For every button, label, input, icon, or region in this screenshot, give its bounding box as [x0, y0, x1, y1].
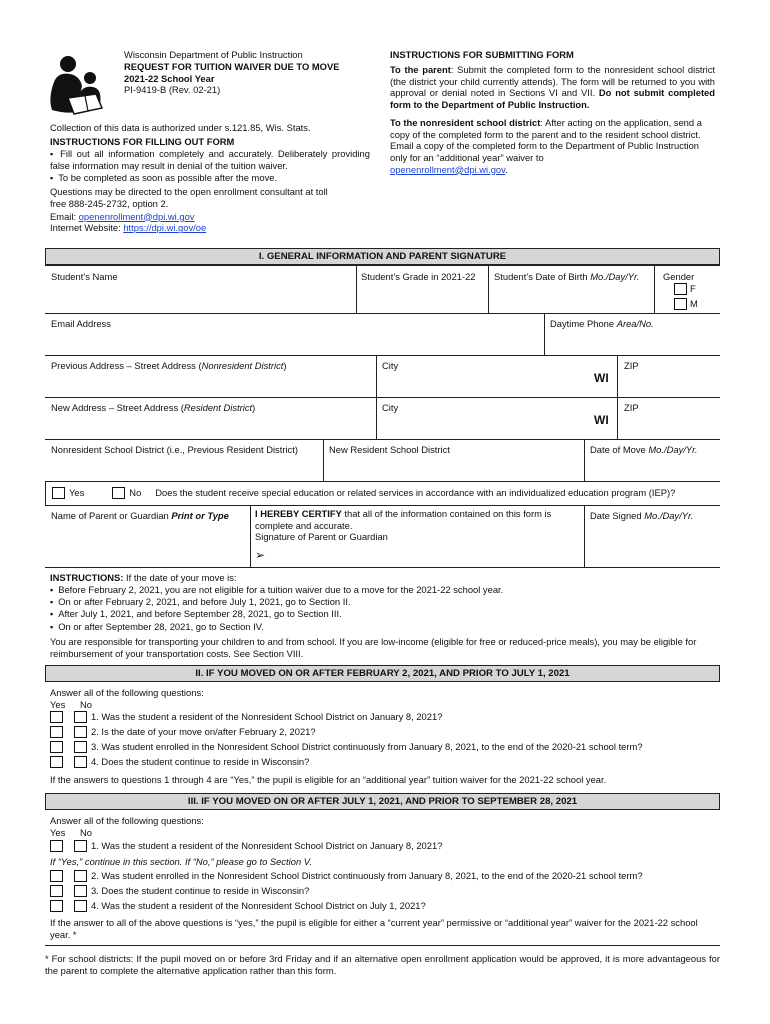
move-instruction-item: ▪ On or after September 28, 2021, go to Section IV. — [50, 621, 720, 633]
new-zip-field[interactable] — [618, 414, 719, 438]
gender-f-checkbox[interactable] — [674, 283, 687, 295]
s2-q1-yes-checkbox[interactable] — [50, 711, 63, 723]
nonresident-district-field[interactable] — [46, 456, 322, 480]
section-3-answer-all: Answer all of the following questions: — [50, 815, 204, 826]
s3-question-2: 2. Was student enrolled in the Nonresident School District continuously from January 8, 2021, to the end of the 2020-21 school term? — [91, 870, 643, 882]
new-city-label: City — [382, 402, 399, 413]
s3-question-1: 1. Was the student a resident of the Nonresident School District on January 8, 2021? — [91, 840, 443, 852]
date-of-move-label: Date of Move Mo./Day/Yr. — [590, 444, 698, 455]
footnote: * For school districts: If the pupil moved on or before 3rd Friday and if an alternative open enrollment application would be approved, it is more advantageous for the parent to complete the alternative application rather than this form. — [45, 953, 720, 976]
email-label: Email: — [50, 210, 77, 222]
contact-email-link[interactable]: openenrollment@dpi.wi.gov — [78, 210, 195, 222]
prev-zip-label: ZIP — [624, 360, 639, 371]
student-grade-field[interactable] — [357, 282, 487, 312]
date-signed-label: Date Signed Mo./Day/Yr. — [590, 510, 694, 521]
s3-q3-yes-checkbox[interactable] — [50, 885, 63, 897]
form-title: REQUEST FOR TUITION WAIVER DUE TO MOVE — [124, 60, 340, 72]
s3-q2-no-checkbox[interactable] — [74, 870, 87, 882]
move-instructions-list — [50, 584, 720, 633]
section-2-yes-header: Yes — [50, 699, 66, 710]
s2-q4-yes-checkbox[interactable] — [50, 756, 63, 768]
section-1-header: I. GENERAL INFORMATION AND PARENT SIGNATURE — [45, 248, 720, 265]
s2-q3-yes-checkbox[interactable] — [50, 741, 63, 753]
certify-statement: I HEREBY CERTIFY that all of the information contained on this form is complete and accurate. — [255, 508, 552, 531]
transport-note: You are responsible for transporting your children to and from school. If you are low-income (eligible for free or reduced-price meals), you may be eligible for reimbursement of your transportation costs. See Section VIII. — [50, 635, 697, 659]
section-2-result: If the answers to questions 1 through 4 are “Yes,” the pupil is eligible for an “additional year” tuition waiver for the 2021-22 school year. — [50, 774, 607, 785]
student-name-label: Student’s Name — [51, 271, 118, 282]
section-3-no-header: No — [80, 827, 92, 838]
school-year: 2021-22 School Year — [124, 72, 215, 84]
gender-f-label: F — [690, 283, 696, 295]
iep-question: Does the student receive special education or related services in accordance with an individualized education program (IEP)? — [155, 487, 676, 499]
new-resident-district-label: New Resident School District — [329, 444, 450, 455]
collection-note: Collection of this data is authorized under s.121.85, Wis. Stats. — [50, 122, 311, 133]
move-instruction-item: ▪ On or after February 2, 2021, and before July 1, 2021, go to Section II. — [50, 596, 720, 608]
student-name-field[interactable] — [46, 282, 355, 312]
website-label: Internet Website: — [50, 222, 121, 234]
section-3-yes-header: Yes — [50, 827, 66, 838]
s3-question-3: 3. Does the student continue to reside in Wisconsin? — [91, 885, 310, 897]
daytime-phone-label: Daytime Phone Area/No. — [550, 318, 654, 329]
section-2-no-header: No — [80, 699, 92, 710]
date-signed-field[interactable] — [585, 522, 719, 566]
district-email-link[interactable]: openenrollment@dpi.wi.gov — [390, 163, 506, 175]
student-grade-label: Student’s Grade in 2021-22 — [361, 271, 476, 282]
prev-address-label: Previous Address – Street Address (Nonresident District) — [51, 360, 287, 371]
s3-q4-no-checkbox[interactable] — [74, 900, 87, 912]
s3-q1-yes-checkbox[interactable] — [50, 840, 63, 852]
nonresident-district-label: Nonresident School District (i.e., Previous Resident District) — [51, 444, 298, 455]
new-resident-district-field[interactable] — [324, 456, 583, 480]
prev-zip-field[interactable] — [618, 372, 719, 396]
district-instructions: To the nonresident school district: After acting on the application, send a copy of the completed form to the parent and to the resident school district. Email a copy of the completed form to the Department of Public Instruction only for an “additional year” waiver to openenrollment@dpi.wi.gov. — [390, 116, 702, 175]
signature-label: Signature of Parent or Guardian — [255, 531, 388, 542]
iep-no-checkbox[interactable] — [112, 487, 125, 499]
website-link[interactable]: https://dpi.wi.gov/oe — [123, 222, 207, 234]
form-number: PI-9419-B (Rev. 02-21) — [124, 84, 221, 96]
s3-q1-no-checkbox[interactable] — [74, 840, 87, 852]
move-instruction-item: ▪ Before February 2, 2021, you are not eligible for a tuition waiver due to a move for the 2021-22 school year. — [50, 584, 720, 596]
s3-if-yes-note: If “Yes,” continue in this section. If “No,” please go to Section V. — [50, 856, 312, 867]
new-address-label: New Address – Street Address (Resident District) — [51, 402, 256, 413]
gender-m-checkbox[interactable] — [674, 298, 687, 310]
prev-state-label: WI — [594, 371, 609, 385]
s3-q3-no-checkbox[interactable] — [74, 885, 87, 897]
fill-instructions-heading: INSTRUCTIONS FOR FILLING OUT FORM — [50, 136, 235, 147]
dob-label: Student’s Date of Birth Mo./Day/Yr. — [494, 271, 640, 282]
s3-q4-yes-checkbox[interactable] — [50, 900, 63, 912]
s3-question-4: 4. Was the student a resident of the Nonresident School District on July 1, 2021? — [91, 900, 426, 912]
s2-question-3: 3. Was student enrolled in the Nonresident School District continuously from January 8, 2021, to the end of the 2020-21 school term? — [91, 741, 643, 753]
move-instruction-item: ▪ After July 1, 2021, and before September 28, 2021, go to Section III. — [50, 608, 720, 620]
prev-address-field[interactable] — [46, 372, 375, 396]
s3-q2-yes-checkbox[interactable] — [50, 870, 63, 882]
section-3-result: If the answer to all of the above questions is “yes,” the pupil is eligible for either a “current year” permissive or “additional year” waiver for the 2021-22 school year. * — [50, 917, 698, 940]
submit-instructions-heading: INSTRUCTIONS FOR SUBMITTING FORM — [390, 49, 574, 60]
section-3-header: III. IF YOU MOVED ON OR AFTER JULY 1, 2021, AND PRIOR TO SEPTEMBER 28, 2021 — [45, 793, 720, 810]
s2-q2-no-checkbox[interactable] — [74, 726, 87, 738]
s2-q1-no-checkbox[interactable] — [74, 711, 87, 723]
dob-field[interactable] — [489, 282, 653, 312]
new-address-field[interactable] — [46, 414, 375, 438]
iep-yes-label: Yes — [69, 487, 85, 499]
gender-label: Gender — [663, 271, 695, 282]
new-zip-label: ZIP — [624, 402, 639, 413]
signature-field[interactable] — [270, 545, 582, 566]
s2-question-2: 2. Is the date of your move on/after February 2, 2021? — [91, 726, 316, 738]
email-address-label: Email Address — [51, 318, 111, 329]
fill-instructions-list — [50, 148, 370, 184]
daytime-phone-field[interactable] — [545, 330, 719, 354]
s2-question-4: 4. Does the student continue to reside in Wisconsin? — [91, 756, 310, 768]
section-2-answer-all: Answer all of the following questions: — [50, 687, 204, 698]
prev-city-label: City — [382, 360, 399, 371]
agency-name: Wisconsin Department of Public Instruction — [124, 49, 303, 60]
fill-instruction-item: ▪ Fill out all information completely and accurately. Deliberately providing false information may result in denial of the tuition waiver. — [50, 148, 370, 172]
email-address-field[interactable] — [46, 330, 543, 354]
s2-q4-no-checkbox[interactable] — [74, 756, 87, 768]
s2-q3-no-checkbox[interactable] — [74, 741, 87, 753]
prev-city-field[interactable] — [377, 372, 587, 396]
new-city-field[interactable] — [377, 414, 587, 438]
dpi-logo — [46, 52, 114, 118]
move-instructions-intro: INSTRUCTIONS: If the date of your move is: — [50, 572, 237, 583]
s2-q2-yes-checkbox[interactable] — [50, 726, 63, 738]
questions-note: Questions may be directed to the open enrollment consultant at toll free 888-245-2732, option 2. — [50, 186, 328, 209]
iep-yes-checkbox[interactable] — [52, 487, 65, 499]
s2-question-1: 1. Was the student a resident of the Nonresident School District on January 8, 2021? — [91, 711, 443, 723]
date-of-move-field[interactable] — [585, 456, 719, 480]
signature-arrow-icon: ➢ — [255, 548, 266, 562]
section-2-header: II. IF YOU MOVED ON OR AFTER FEBRUARY 2, 2021, AND PRIOR TO JULY 1, 2021 — [45, 665, 720, 682]
iep-no-label: No — [129, 487, 142, 499]
parent-instructions: To the parent: Submit the completed form to the nonresident school district (the district your child currently attends). The form will be returned to you with approval or denial noted in Sections VI and VII. Do not submit completed form to the Department of Public Instruction. — [390, 63, 715, 110]
parent-name-field[interactable] — [46, 522, 249, 566]
new-state-label: WI — [594, 413, 609, 427]
gender-m-label: M — [690, 298, 698, 310]
parent-name-label: Name of Parent or Guardian Print or Type — [51, 510, 229, 521]
fill-instruction-item: ▪ To be completed as soon as possible after the move. — [50, 172, 370, 184]
